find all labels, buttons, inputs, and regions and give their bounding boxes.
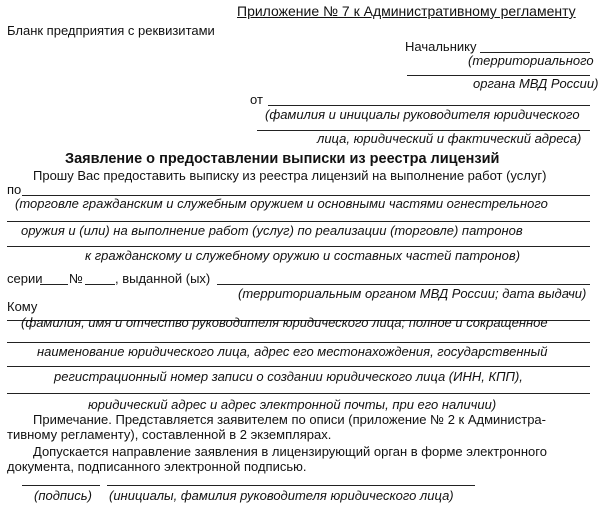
from-label: от: [250, 92, 263, 107]
work-caption-1: (торговле гражданским и служебным оружием и основными частями огнестрельного: [15, 196, 548, 211]
initials-blank-line: [107, 485, 475, 486]
po-label: по: [7, 182, 22, 197]
recipient-caption-1: (фамилия, имя и отчество руководителя юридического лица; полное и сокращенное: [21, 315, 548, 330]
signature-blank-line: [22, 485, 100, 486]
issuer-caption: (территориальным органом МВД России; дата выдачи): [238, 286, 587, 301]
note-line-4: документа, подписанного электронной подписью.: [7, 459, 307, 474]
note-line-3: Допускается направление заявления в лицензирующий орган в форме электронного: [33, 444, 547, 459]
issuer-blank-line: [217, 284, 590, 285]
number-label: №: [69, 271, 83, 286]
recipient-blank-line-3: [7, 366, 590, 367]
note-line-1: Примечание. Представляется заявителем по описи (приложение № 2 к Администра-: [33, 412, 546, 427]
recipient-caption-4: юридический адрес и адрес электронной почты, при его наличии): [88, 397, 497, 412]
signature-caption: (подпись): [34, 488, 92, 503]
initials-caption: (инициалы, фамилия руководителя юридического лица): [109, 488, 454, 503]
from-blank-line: [268, 105, 590, 106]
work-blank-line-2: [7, 221, 590, 222]
document-title: Заявление о предоставлении выписки из реестра лицензий: [65, 151, 500, 167]
issued-label: , выданной (ых): [115, 271, 211, 286]
appendix-title: Приложение № 7 к Административному регламенту: [237, 3, 576, 19]
work-blank-line-3: [7, 246, 590, 247]
recipient-blank-line-2: [7, 342, 590, 343]
territorial-caption-1: (территориального: [468, 53, 594, 68]
to-chief-label: Начальнику: [405, 39, 477, 54]
head-name-caption-2: лица, юридический и фактический адреса): [317, 131, 582, 146]
request-text: Прошу Вас предоставить выписку из реестра лицензий на выполнение работ (услуг): [33, 168, 547, 183]
work-caption-3: к гражданскому и служебному оружию и составных частей патронов): [85, 248, 521, 263]
territorial-caption-2: органа МВД России): [473, 76, 599, 91]
head-name-caption-1: (фамилия и инициалы руководителя юридического: [265, 107, 580, 122]
series-blank-line: [40, 284, 68, 285]
recipient-caption-3: регистрационный номер записи о создании юридического лица (ИНН, КПП),: [54, 369, 523, 384]
letterhead-label: Бланк предприятия с реквизитами: [7, 23, 215, 38]
recipient-caption-2: наименование юридического лица, адрес его местонахождения, государственный: [37, 344, 548, 359]
work-caption-2: оружия и (или) на выполнение работ (услуг) по реализации (торговле) патронов: [21, 223, 523, 238]
note-line-2: тивному регламенту), составленной в 2 экземплярах.: [7, 427, 332, 442]
recipient-blank-line-4: [7, 393, 590, 394]
to-whom-label: Кому: [7, 299, 38, 314]
number-blank-line: [85, 284, 115, 285]
series-label: серии: [7, 271, 43, 286]
